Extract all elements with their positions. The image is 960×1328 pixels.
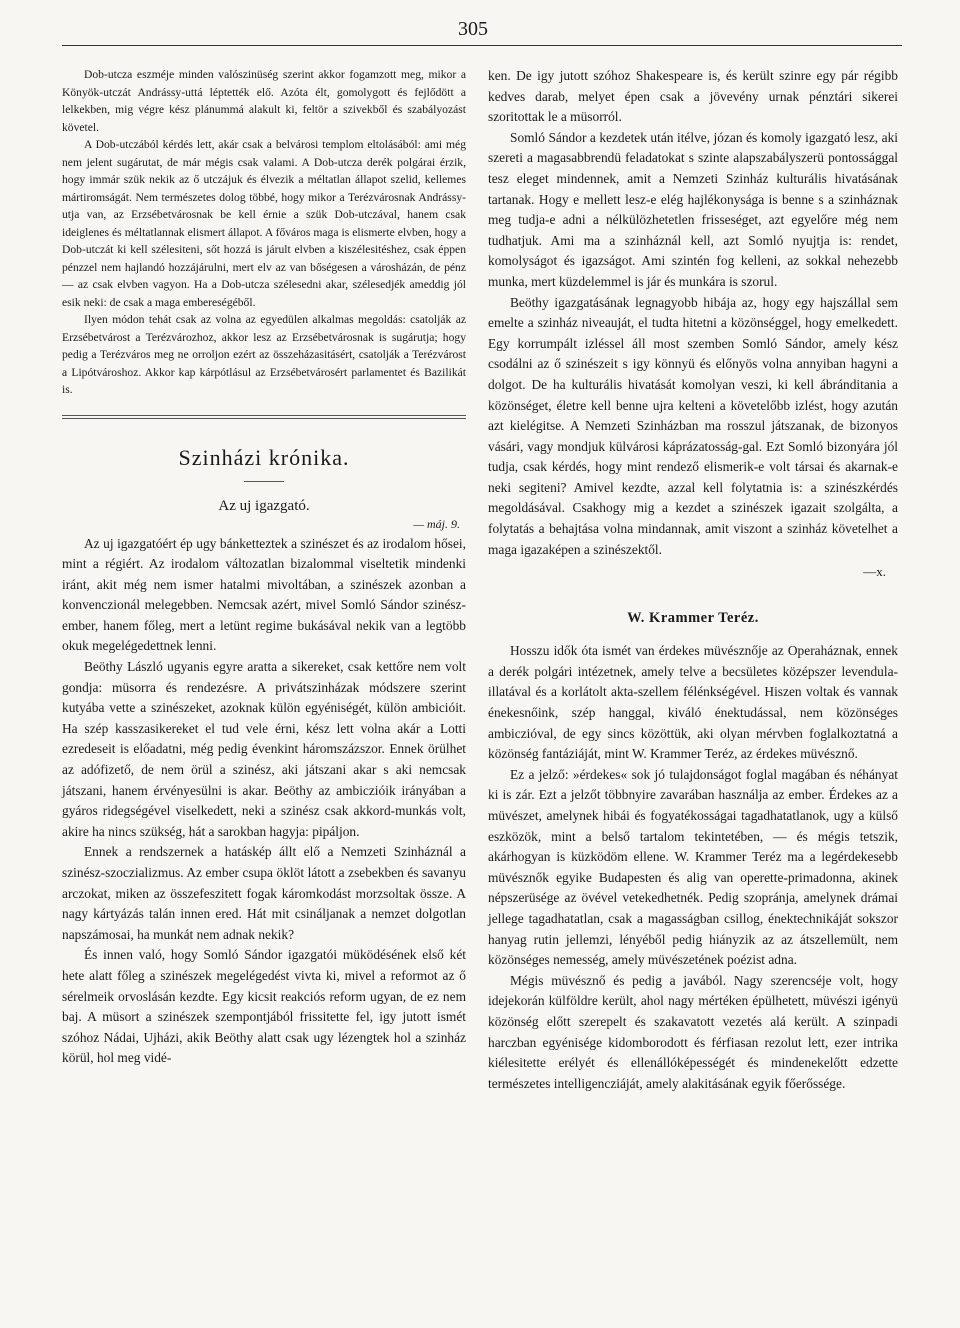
article-title: Az uj igazgató. (218, 497, 310, 514)
article-paragraph-1: Az uj igazgatóért ép ugy bánketteztek a szinészet és az irodalom hősei, mint a régiért. Az irodalom változatlan bizalommal viseltetik mindenki iránt, akit még nem ismer hatalmi mivoltában, a szinészek azonban a konvenczionál melegebben. Nemcsak azért, mivel Somló Sándor szinész-ember, hanem főleg, mert a letünt regime bukásával nekik van a legtöbb okuk megelégedettnek lenni. (62, 535, 466, 654)
continued-paragraph: ken. De igy jutott szóhoz Shakespeare is, és került szinre egy pár régibb kedves darab, melyet épen csak a jövevény urnak pénztári sikerei szoritottak le a müsorról. (488, 68, 898, 125)
krammer-paragraph-1: Hosszu idők óta ismét van érdekes müvésznője az Operaháznak, ennek a derék polgári intézetnek, amely telve a becsületes középszer levendula-illatával és a korlátolt akta-szellem félénkségével. Hiszen voltak és vannak énekesnőink, szép hanggal, kiváló énektudással, nem közönséges ambiczióval, de egy sincs közöttük, aki olyan mérvben foglalkoztatná a közönség fantáziáját, mint W. Krammer Teréz, az érdekes müvésznő. (488, 643, 898, 762)
page-number: 305 (458, 18, 488, 40)
intro-paragraph-1: Dob-utcza eszméje minden valószinüség szerint akkor fogamzott meg, mikor a Könyök-utczát Andrássy-uttá léptették elő. Azóta élt, gomolygott és fejlődött a lelkekben, mig végre kész plánummá alakult ki, feltör a szivekből és szabályozást követel. (62, 68, 466, 134)
left-column (62, 66, 466, 1069)
author-signature: —x. (863, 564, 886, 580)
article-paragraph-2: Beöthy László ugyanis egyre aratta a sikereket, csak kettőre nem volt gondja: müsorra és rendezésre. A privátszinházak módszere szerint kutyába vette a szinészeket, azoknak külön egyéniségét, külön ambicióit. Ha szép kasszasikereket el tud vele érni, kész lett volna akár a Lotti ezredeseit is előadatni, még pedig évenkint háromszázszor. Ennek örülhet az adófizető, de nem örül a szinész, aki játszani akar s aki nemcsak játszani, hanem érvényesülni is akar. Beöthy az ambiczióik irányában a gyáros ridegségével viselkedett, neki a szinész csak akkord-munkás volt, akire ha nincs szükség, hát a sarokban hagyja: pipáljon. (62, 659, 466, 839)
intro-paragraph-2: A Dob-utczából kérdés lett, akár csak a belvárosi templom eltolásából: ami még nem jelent sugárutat, de már mégis csak valami. A Dob-utcza derék polgárai érzik, hogy immár szük nekik az ő utczájuk és élvezik a méltatlan állapot szelid, kellemes mártiromságát. Nem természetes dolog többé, hogy mikor a Terézvárosnak Andrássy-utja van, az Erzsébetvárosnak be kell érnie a szük Dob-utczával, hanem csak ideiglenes és méltatlannak elismert állapot. A főváros maga is elismerte elvben, hogy a Dob-utczát ki kell szélesiteni, sőt hozzá is járult elvben a kiszélesitéshez, csak éppen pénzzel nem hajlandó hozzájárulni, mert elv az van bőségesen a városházán, de pénz — az csak elvben vagyon. Ha a Dob-utcza szélesedni akar, szélesedjék ameddig jól esik neki: de csak a maga embereségéből. (62, 138, 466, 309)
right-paragraph-3: Beöthy igazgatásának legnagyobb hibája az, hogy egy hajszállal sem emelte a szinház niveauját, el tudta hitetni a közönséggel, hogy emelkedett. Egy korrumpált izléssel áll most szemben Somló Sándor, amely kész csodálni az ő szinészeit s igy könnyü és előnyös volna annyiban hagyni a dolgot. De ha kulturális hivatását komolyan veszi, ki kell ábránditania a közönséget, életre kell benne ujra kelteni a követelőbb izlést, hogy azután azt kielégitse. A Nemzeti Szinházban ma rosszul játszanak, de bizonyos vásári, vagy mondjuk külvárosi káprázatosság-gal. Ezt Somló bizonyára jól tudja, csak kérdés, hogy mint rendező elismerik-e volt társai és akarnak-e neki segiteni? Amivel kezdte, azzal kell folytatnia is: a szinészkérdés megoldásával. Csakhogy mig a kezdet a szinészek igazait szolgálta, a folytatás a behajtása volna mindannak, amit viszont a szinház követelhet a maga igazaképen a szinészektől. (488, 294, 898, 557)
intro-paragraph-3: Ilyen módon tehát csak az volna az egyedülen alkalmas megoldás: csatolják az Erzsébetvárost a Terézvározhoz, akkor lesz az Erzsébetvárosnak is sugárutja; hogy pedig a Terézváros meg ne orroljon ezért az összeházasitásért, csatolják a Terézvárost a Lipótvároshoz. Akkor kap kárpótlásul az Erzsébetvárosért parlamentet és Bazilikát is. (62, 313, 466, 396)
section-divider (62, 415, 466, 419)
article-paragraph-4: És innen való, hogy Somló Sándor igazgatói müködésének első két hete alatt főleg a szinészek megelégedést vivta ki, mivel a reformot az ő sérelmeik orvoslásán kezdte. Egy kicsit reakciós reform ugyan, de ez nem baj. A müsort a szinészek szempontjából frissitette fel, igy jutott ismét szóhoz Nádai, Ujházi, akik Beöthy alatt csak ugy lézengtek hol a szinház körül, hol meg vidé- (62, 947, 466, 1066)
header-rule (62, 45, 902, 46)
section-title: Szinházi krónika. (178, 444, 350, 470)
title-rule (244, 481, 284, 482)
right-column (488, 66, 898, 1094)
right-paragraph-2: Somló Sándor a kezdetek után itélve, józan és komoly igazgató lesz, aki szereti a magasabbrendü feladatokat s szinte alapszabályszerü pontossággal tesz eleget mindennek, amit a Nemzeti Szinház kulturális hivatásának tartanak. Hogy e mellett lesz-e elég hajlékonysága is benne s a szinháznak meg tudja-e adni a nélkülözhetetlen frisseséget, azt egyelőre még nem tudhatjuk. Ami ma a szinháznál kell, azt Somló nyujtja is: rendet, komolyságot és igazságot. Ami szintén fog kelleni, az sokkal nehezebb munka, mert küzdelemmel is jár és munkára is szorul. (488, 129, 898, 289)
krammer-article-title: W. Krammer Teréz. (627, 610, 759, 627)
krammer-paragraph-2: Ez a jelző: »érdekes« sok jó tulajdonságot foglal magában és néhányat ki is zár. Ezt a jelzőt többnyire zavarában használja az ember. Érdekes az a müvészet, amelynek hibái és fogyatékosságai tagadhatatlanok, ugy a külső eszközök, mint a belső tartalom tekintetében, — és mégis tetszik, akárhogyan is küzködöm ellene. W. Krammer Teréz ma a legérdekesebb müvésznők egyike Budapesten és alig van operette-primadonna, akinek népszerüsége az övével vetekedhetnék. Pedig szopránja, amelynek drámai jellege tagadhatatlan, csak a magasságban csillog, énektechnikáját sokszor hanyag rutin jellemzi, lényéből pedig hiányzik az az átszellemült, nem közönséges nemesség, amely müvészetének poézist adna. (488, 766, 898, 968)
krammer-paragraph-3: Mégis müvésznő és pedig a javából. Nagy szerencséje volt, hogy idejekorán külföldre került, ahol nagy mértéken épülhetett, müvészi igényü közönség előtt szerepelt és szakavatott vezetés alá került. A szinpadi harczban egyénisége kidomborodott és férfiasan rezolut lett, ezer intrika kiélesitette erélyét és ellenállóképességét és mindenekelőtt edzette természetes intelligencziáját, amely alakitásának egyik főerőssége. (488, 972, 898, 1091)
article-paragraph-3: Ennek a rendszernek a hatáskép állt elő a Nemzeti Szinháznál a szinész-szoczializmus. Az ember csupa öklöt látott a zsebekben és savanyu arczokat, miken az összefeszitett fogak káromkodást morzsoltak össze. A nagy kártyázás talán innen ered. Hát mit csináljanak a nemzet dolgotlan napszámosai, ha munkát nem adnak nekik? (62, 844, 466, 942)
article-dateline: — máj. 9. (413, 516, 460, 531)
